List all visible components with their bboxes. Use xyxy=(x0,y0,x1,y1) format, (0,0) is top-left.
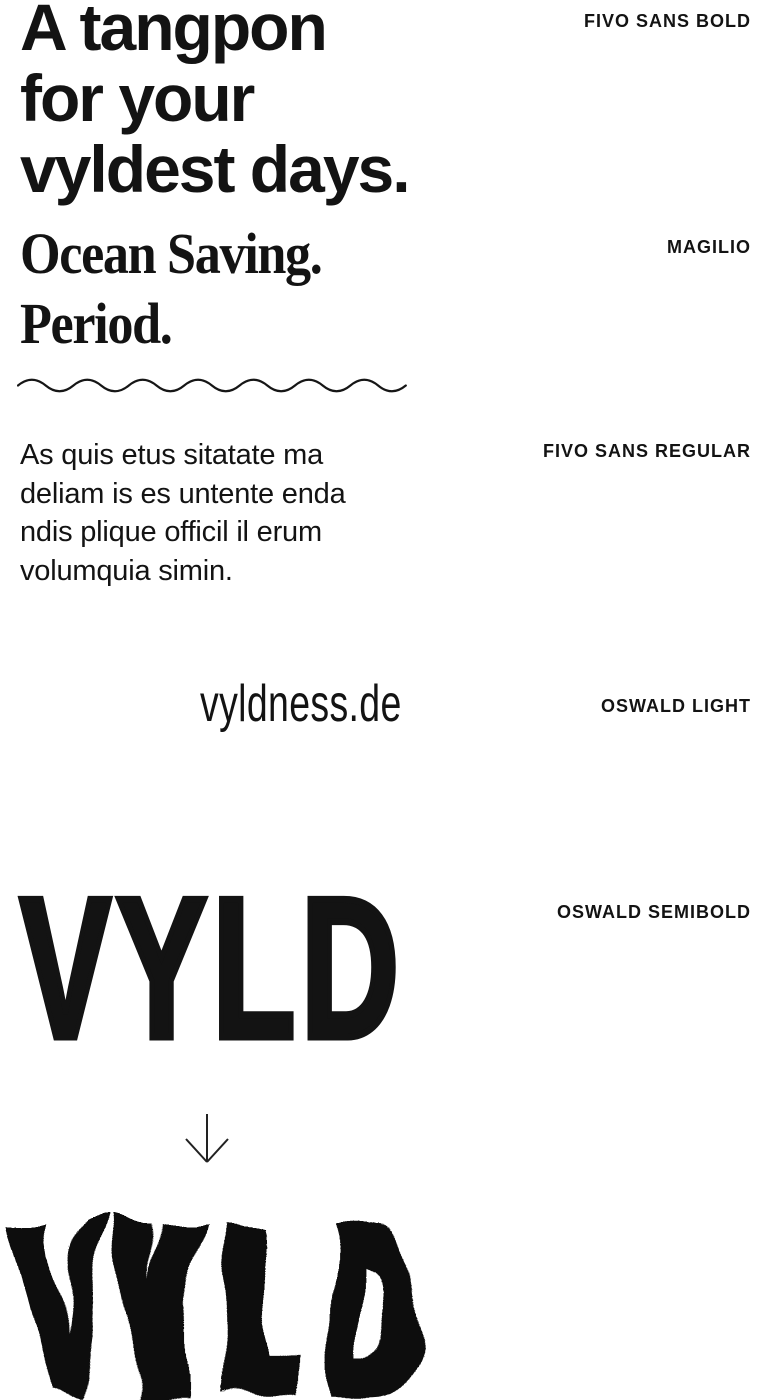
vyld-wordmark-oswald-semibold: VYLD xyxy=(20,857,405,1080)
body-line: As quis etus sitatate ma xyxy=(20,439,324,471)
font-label-fivo-sans-regular: FIVO SANS REGULAR xyxy=(542,441,751,461)
warped-letter-l xyxy=(222,1224,302,1397)
headline-line: A tangpon xyxy=(20,0,326,64)
font-label-fivo-sans-bold: FIVO SANS BOLD xyxy=(583,11,751,31)
warped-letter-y xyxy=(113,1224,202,1397)
headline-line: Ocean Saving. xyxy=(20,221,322,286)
vyld-warped-logo xyxy=(0,1212,462,1400)
headline-fivo-sans-bold xyxy=(20,0,409,205)
website-url-oswald-light: vyldness.de xyxy=(200,675,402,733)
font-label-oswald-light: OSWALD LIGHT xyxy=(601,696,751,716)
body-line: ndis plique officil il erum xyxy=(20,516,322,548)
headline-line: Period. xyxy=(20,291,172,356)
warped-letter-d xyxy=(329,1224,416,1397)
body-line: volumquia simin. xyxy=(20,554,233,587)
warped-letter-v xyxy=(10,1224,108,1397)
wavy-divider-icon xyxy=(17,375,407,395)
down-arrow-icon xyxy=(184,1112,230,1166)
body-copy-fivo-sans-regular xyxy=(20,436,346,590)
body-line: deliam is es untente enda xyxy=(20,477,346,510)
headline-line: vyldest days. xyxy=(20,132,409,206)
font-label-magilio: MAGILIO xyxy=(667,237,751,257)
headline-magilio xyxy=(20,219,322,359)
headline-line: for your xyxy=(20,61,254,135)
font-label-oswald-semibold: OSWALD SEMIBOLD xyxy=(557,902,751,922)
